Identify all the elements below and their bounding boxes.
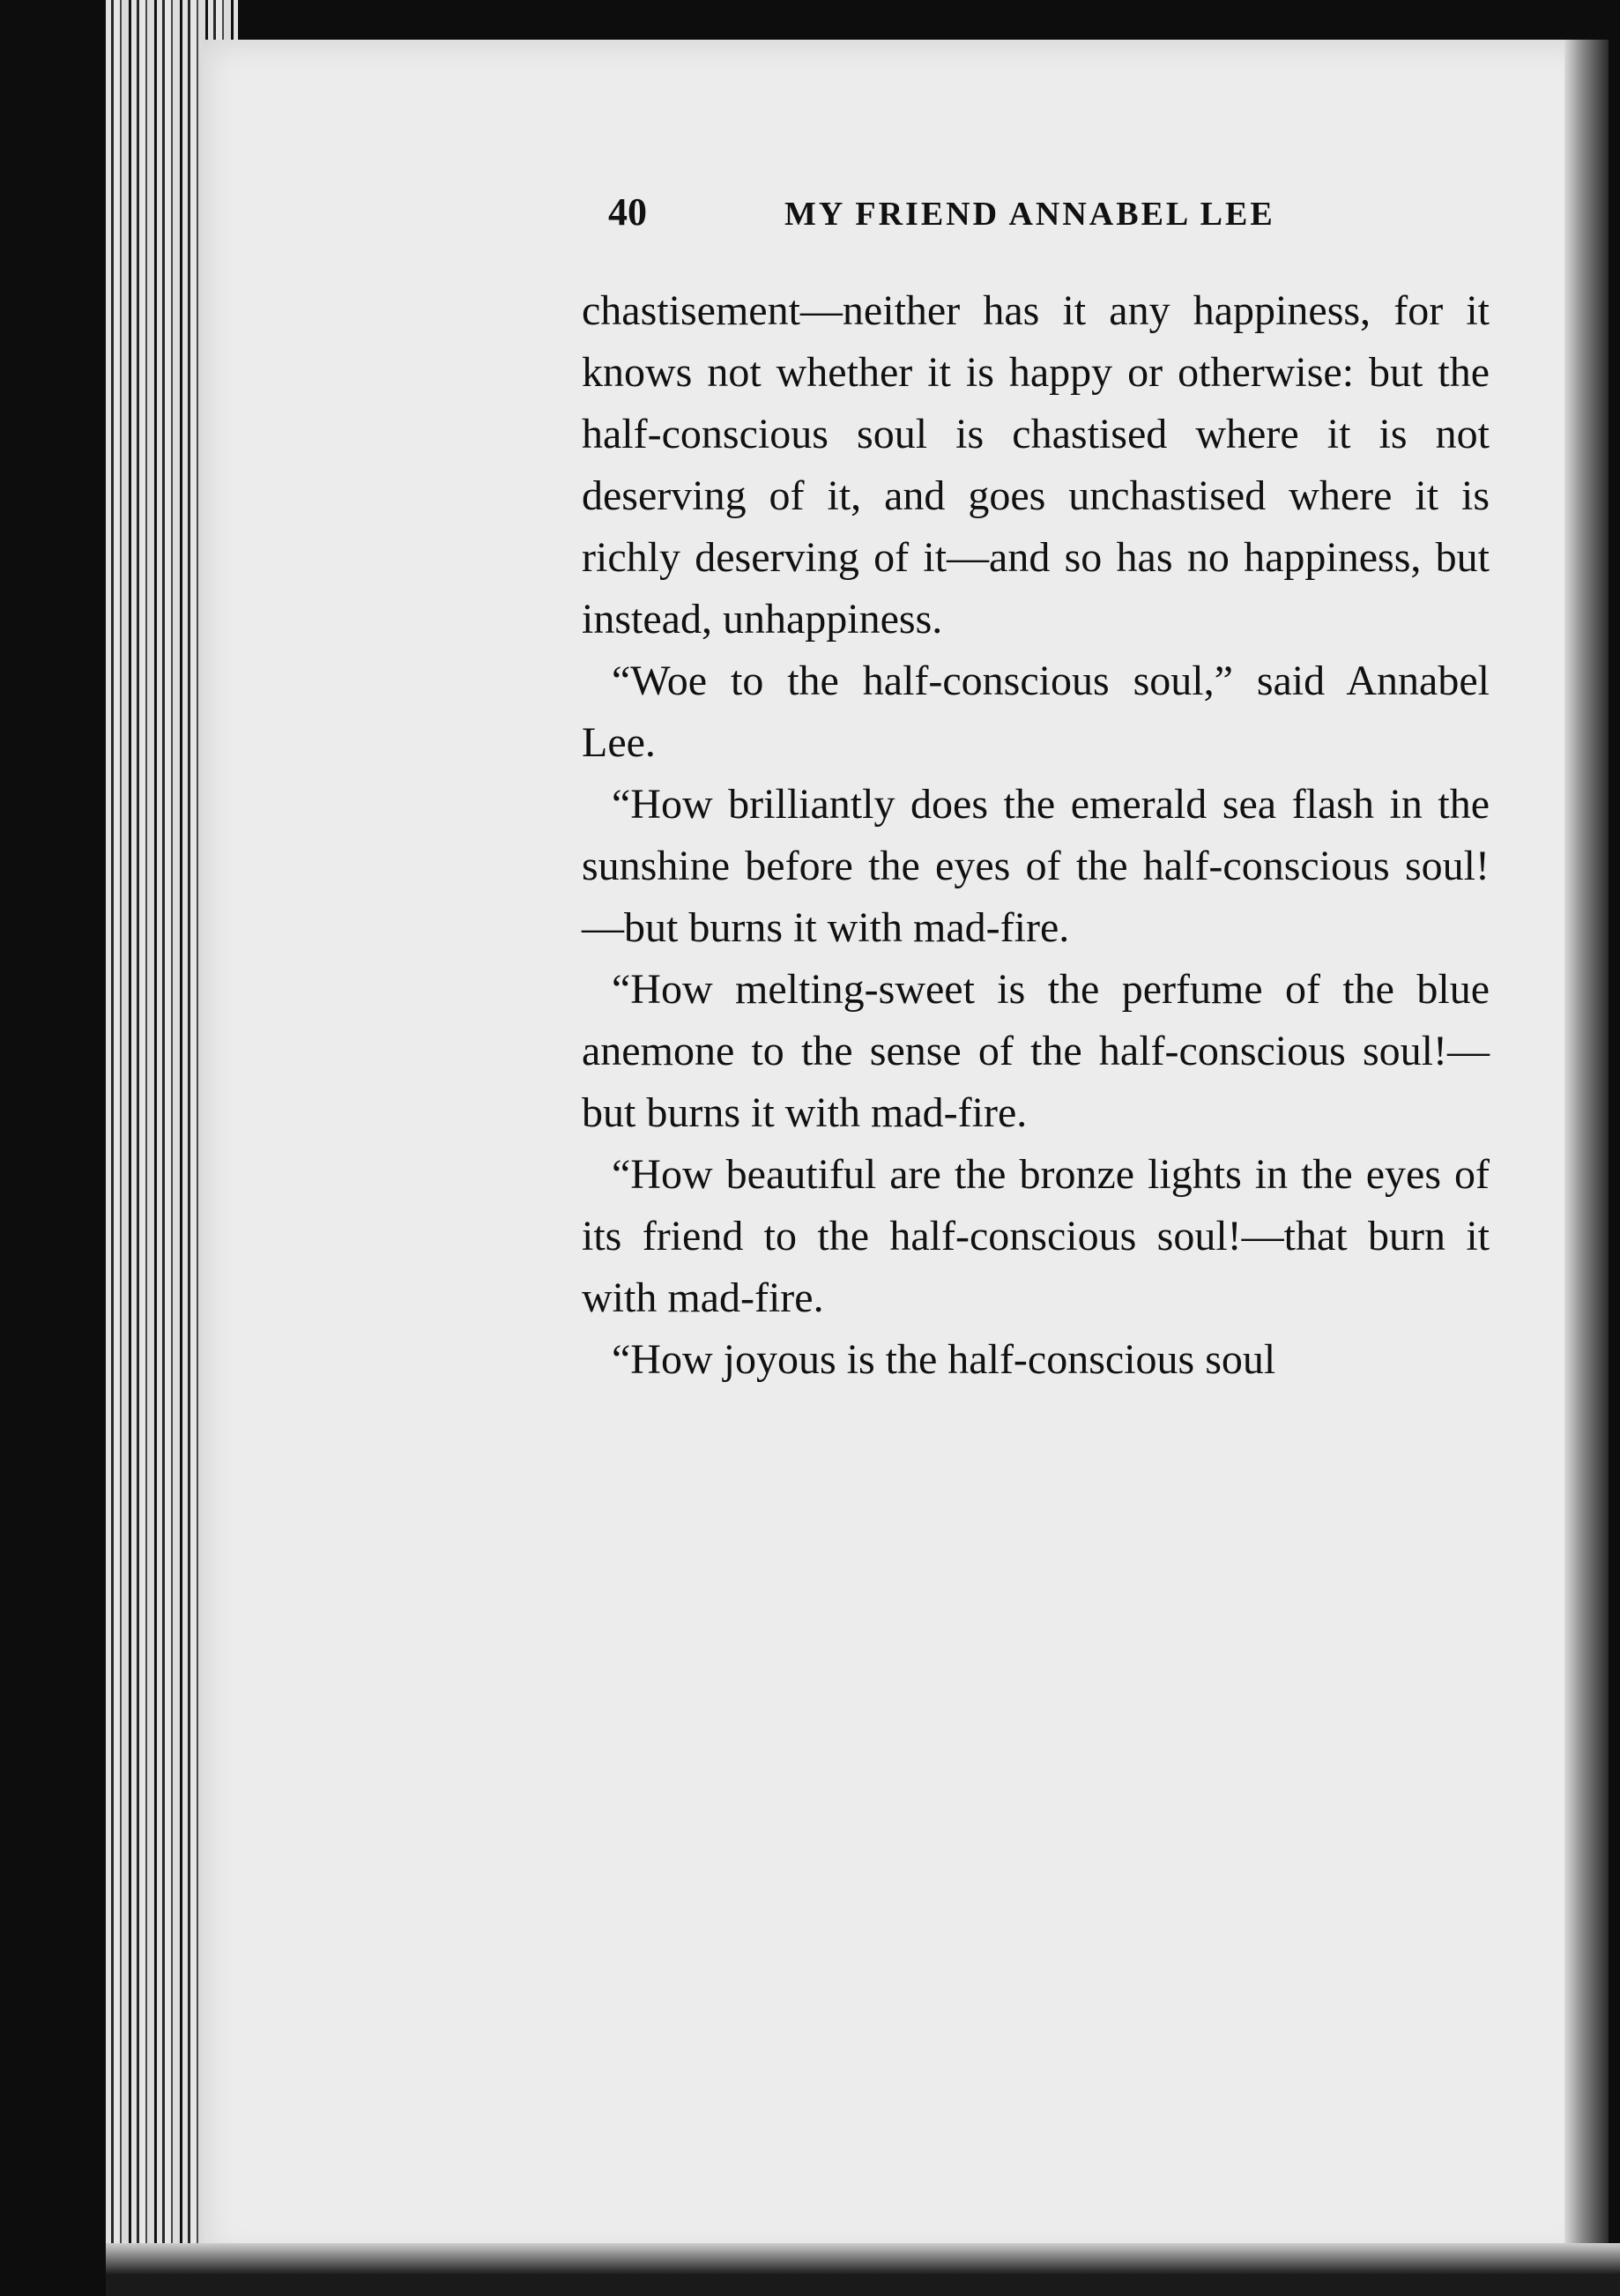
paragraph: “How beautiful are the bronze lights in the eyes of its friend to the half-conscious soul!—that burn it with mad-fire. (582, 1151, 1490, 1321)
paragraph: “How melting-sweet is the perfume of the blue anemone to the sense of the half-conscious soul!—but burns it with mad-fire. (582, 966, 1490, 1136)
book-right-edge (1564, 40, 1609, 2261)
running-header (608, 189, 1490, 242)
book-bottom-edge (106, 2243, 1620, 2296)
page-body (582, 280, 1490, 1391)
running-title: MY FRIEND ANNABEL LEE (784, 196, 1275, 233)
paragraph: chastisement—neither has it any happiness, for it knows not whether it is happy or otherwise: but the half-conscious soul is chastised where it is not deserving of it, and goes unchastised where it is richly deserving of it—and so has no happiness, but instead, unhappiness. (582, 287, 1490, 643)
paragraph: “Woe to the half-conscious soul,” said Annabel Lee. (582, 658, 1490, 766)
page-number: 40 (608, 190, 647, 234)
paragraph: “How joyous is the half-conscious soul (612, 1336, 1276, 1383)
paragraph: “How brilliantly does the emerald sea flash in the sunshine before the eyes of the half-conscious soul!—but burns it with mad-fire. (582, 781, 1490, 951)
